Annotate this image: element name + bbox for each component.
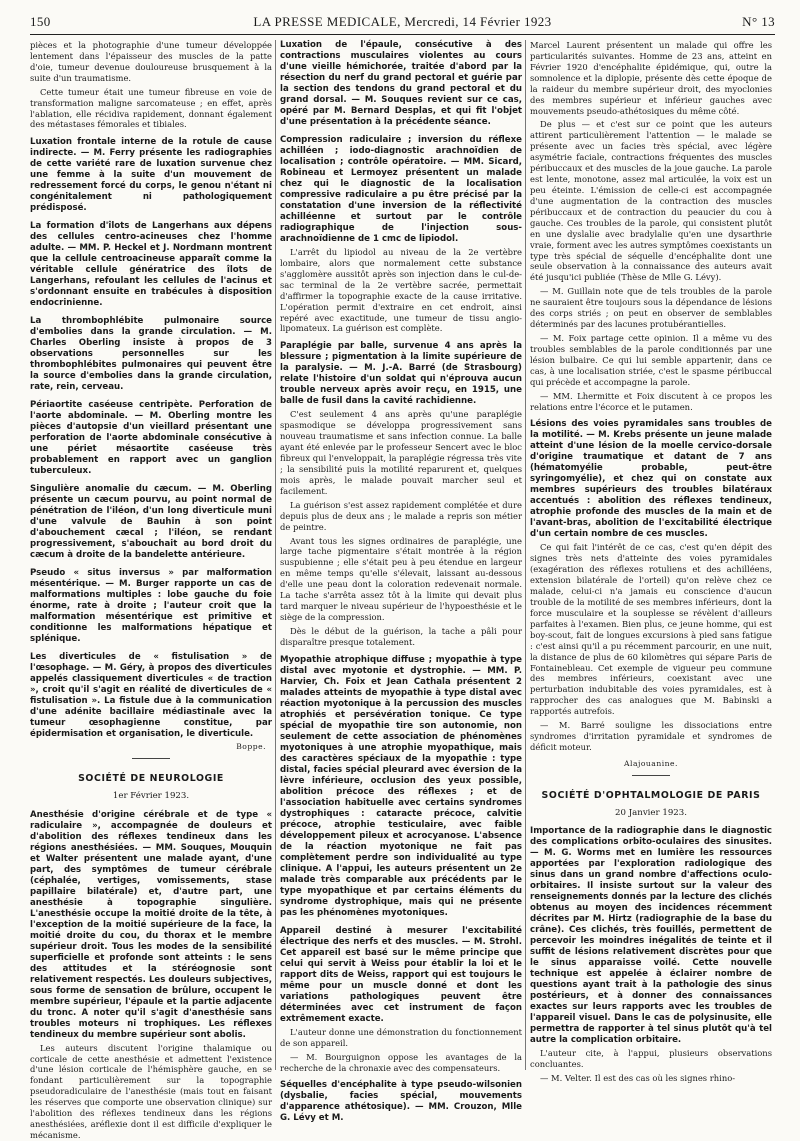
paragraph: L'auteur cite, à l'appui, plusieurs observations concluantes. (530, 1048, 772, 1070)
paragraph: Avant tous les signes ordinaires de paraplégie, une large tache pigmentaire s'était montrée à la région suspubienne ; elle s'était peu à peu étendue en largeur en même temps qu'elle s'élevait, laissant au-dessous d'elle une peau dont la coloration redevenait normale. La tache s'arrêta assez tôt à la limite qui devait plus tard marquer le niveau supérieur de l'hypoesthésie et le siège de la compression. (280, 535, 522, 622)
report-luxation-rotule: Luxation frontale interne de la rotule de cause indirecte. — M. Ferry présente les radiographies de cette variété rare de luxation survenue chez une femme à la suite d'un mouvement de redressement forcé du corps, le genou n'étant ni congénitalement ni pathologiquement prédisposé. (30, 137, 272, 214)
paragraph: De plus — et c'est sur ce point que les auteurs attirent particulièrement l'attention — le malade se présente avec un facies très spécial, avec légère asymétrie faciale, contractions fréquentes des muscles péribuccaux et des muscles de la joue gauche. La parole est lente, monotone, assez mal articulée, la voix est un peu éteinte. L'émission de celle-ci est accompagnée d'une augmentation de la contraction des muscles péribuccaux et de contraction du peaucier du cou à gauche. Ces troubles de la parole, qui consistent plutôt en une dyslalie avec bradylalie qu'en une dysarthrie vraie, forment avec les autres symptômes coexistants un type très spécial de séquelle d'encéphalite dont une seule observation à la connaissance des auteurs avait été jusqu'ici publiée (Thèse de Mlle G. Lévy). (530, 119, 772, 283)
paragraph: La guérison s'est assez rapidement complétée et dure depuis plus de deux ans ; le malade a repris son métier de peintre. (280, 499, 522, 532)
signature: Alajouanine. (624, 758, 678, 768)
report-myopathie: Myopathie atrophique diffuse ; myopathie à type distal avec myotonie et dystrophie. — MM. P. Harvier, Ch. Foix et Jean Cathala présentent 2 malades atteints de myopathie à type distal avec réaction myotonique à la percussion des muscles atrophiés et persévération tonique. Ce type spécial de myopathie tire son autonomie, non seulement de cette association de phénomènes myotoniques à une atrophie myopathique, mais des caractères spéciaux de la myopathie : type distal, facies spécial pleurard avec éversion de la lèvre inférieure, occlusion des yeux possible, abolition précoce des réflexes ; et de l'association habituelle avec certains syndromes dystrophiques : cataracte précoce, calvitie précoce, atrophie testiculaire, avec faible développement pileux et acrocyanose. L'absence de la réaction myotonique ne fait pas complètement perdre son individualité au type clinique. A l'appui, les auteurs présentent un 2e malade très comparable aux précédents par le type myopathique et par certains éléments du syndrome dystrophique, mais qui ne présente pas les phénomènes myotoniques. (280, 654, 522, 918)
signature: Boppe. (236, 742, 266, 752)
report-ilots-langerhans: La formation d'îlots de Langerhans aux dépens des cellules centro-acineuses chez l'homme adulte. — MM. P. Heckel et J. Nordmann montrent que la cellule centroacineuse apparaît comme la véritable cellule génératrice des îlots de Langerhans, refoulant les cellules de l'acinus et s'ordonnant ensuite en trabécules à disposition endocrinienne. (30, 221, 272, 309)
session-date: 1er Février 1923. (112, 791, 190, 802)
page-number: 150 (30, 14, 51, 29)
divider (632, 775, 670, 776)
divider (132, 758, 170, 759)
report-radiographie-sinus: Importance de la radiographie dans le diagnostic des complications orbito-oculaires des sinusites. — M. G. Worms met en lumière les ressources apportées par l'exploration radiologique des sinus dans un grand nombre d'affections oculo-orbitaires. Il insiste surtout sur la valeur des renseignements donnés par la lecture des clichés obtenus au moyen des incidences récemment décrites par M. Hirtz (radiographie de la base du crâne). Ces clichés, très fouillés, permettent de percevoir les moindres inégalités de teinte et il suffit de lésions relativement discrètes pour que le sinus apparaisse voilé. Cette nouvelle technique est appelée à éclairer nombre de questions ayant trait à la pathologie des sinus postérieurs, et à donner des connaissances exactes sur leurs rapports avec les troubles de l'appareil visuel. Dans le cas de polysinusite, elle permettra de rapporter à tel sinus plutôt qu'à tel autre la complication orbitaire. (530, 826, 772, 1046)
report-compression-radiculaire: Compression radiculaire ; inversion du réflexe achilléen ; iodo-diagnostic arachnoïdien de localisation ; contrôle opératoire. — MM. Sicard, Robineau et Lermoyez présentent un malade chez qui le diagnostic de la localisation compressive radiculaire a pu être précisé par la constatation d'une inversion de la réflectivité achilléenne et surtout par le contrôle radiographique de l'injection sous-arachnoïdienne de 1 cmc de lipiodol. (280, 135, 522, 244)
paragraph: — M. Velter. Il est des cas où les signes rhino- (540, 1073, 736, 1084)
section-title: SOCIÉTÉ D'OPHTALMOLOGIE DE PARIS (541, 789, 761, 801)
report-sequelles-encephalite: Séquelles d'encéphalite à type pseudo-wilsonien (dysbalie, facies spécial, mouvements d'apparence athétosique). — MM. Crouzon, Mlle G. Lévy et M. (280, 1080, 522, 1124)
paragraph: — M. Foix partage cette opinion. Il a même vu des troubles semblables de la parole conditionnés par une lésion bulbaire. Ce qui lui semble appartenir, dans ce cas, à une localisation striée, c'est le spasme péribuccal qui précède et accompagne la parole. (530, 332, 772, 387)
report-thrombophlebite: La thrombophlébite pulmonaire source d'embolies dans la grande circulation. — M. Charles Oberling insiste à propos de 3 observations personnelles sur les thrombophlébites pulmonaires qui peuvent être la source d'embolies dans la grande circulation, rate, rein, cerveau. (30, 316, 272, 393)
column-2 (280, 40, 522, 1124)
session-date: 20 Janvier 1923. (615, 808, 687, 819)
report-anesthesie: Anesthésie d'origine cérébrale et de type « radiculaire », accompagnée de douleurs et d'abolition des réflexes tendineux dans les régions anesthésiées. — MM. Souques, Mouquin et Walter présentent une malade ayant, d'une part, des symptômes de tumeur cérébrale (céphalée, vertiges, vomissements, stase papillaire bilatérale) et, d'autre part, une anesthésie à topographie singulière. L'anesthésie occupe la moitié droite de la tête, à l'exception de la moitié supérieure de la face, la moitié droite du cou, du thorax et le membre supérieur droit. Tous les modes de la sensibilité superficielle et profonde sont atteints : le sens des attitudes et la stéréognosie sont relativement respectés. Les douleurs subjectives, sous forme de sensation de brûlure, occupent le membre supérieur, l'épaule et la partie adjacente du tronc. A noter qu'il s'agit d'anesthésie sans troubles moteurs ni trophiques. Les réflexes tendineux du membre supérieur sont abolis. (30, 809, 272, 1040)
column-separator (275, 40, 276, 1070)
paragraph: L'auteur donne une démonstration du fonctionnement de son appareil. (280, 1026, 522, 1048)
report-paraplegie: Paraplégie par balle, survenue 4 ans après la blessure ; pigmentation à la limite supérieure de la paralysie. — M. J.-A. Barré (de Strasbourg) relate l'histoire d'un soldat qui n'éprouva aucun trouble nerveux après avoir reçu, en 1915, une balle de fusil dans la cavité rachidienne. (280, 341, 522, 407)
report-diverticules: Les diverticules de « fistulisation » de l'œsophage. — M. Géry, à propos des diverticules appelés classiquement diverticules « de traction », croit qu'il s'agit en réalité de diverticules de « fistulisation ». La fistule due à la communication d'une adénite bacillaire médiastinale avec la tumeur œsophagienne constitue, par épidermisation et organisation, le diverticule. (30, 652, 272, 740)
report-appareil: Appareil destiné à mesurer l'excitabilité électrique des nerfs et des muscles. — M. Strohl. Cet appareil est basé sur le même principe que celui qui servit à Weiss pour établir la loi et le rapport dits de Weiss, rapport qui est toujours le même pour un muscle donné et dont les variations pathologiques peuvent être déterminées avec cet instrument de façon extrêmement exacte. (280, 925, 522, 1024)
paragraph: C'est seulement 4 ans après qu'une paraplégie spasmodique se développa progressivement sans nouveau traumatisme et sans infection connue. La balle ayant été enlevée par le professeur Sencert avec le bloc fibreux qui l'enveloppait, la paraplégie régressa très vite ; la sensibilité puis la motilité reparurent et, quelques mois après, le malade pouvait marcher seul et facilement. (280, 409, 522, 496)
section-title: SOCIÉTÉ DE NEUROLOGIE (78, 773, 224, 785)
report-luxation-epaule: Luxation de l'épaule, consécutive à des contractions musculaires violentes au cours d'une vieille hémichorée, traitée d'abord par la résection du nerf du grand pectoral et guérie par la section des tendons du grand pectoral et du grand dorsal. — M. Souques revient sur ce cas, opéré par M. Bernard Desplas, et qui fit l'objet d'une présentation à la précédente séance. (280, 40, 522, 127)
page-header (30, 14, 775, 32)
report-lesions-pyramidales: Lésions des voies pyramidales sans troubles de la motilité. — M. Krebs présente un jeune malade atteint d'une lésion de la moelle cervico-dorsale d'origine traumatique et datant de 7 ans (hématomyélie probable, peut-être syringomyélie), et chez qui on constate aux membres supérieurs des troubles bilatéraux accentués : abolition des réflexes tendineux, atrophie profonde des muscles de la main et de l'avant-bras, abolition de l'excitabilité électrique d'un certain nombre de ces muscles. (530, 419, 772, 540)
header-rule (30, 34, 775, 35)
report-situs-inversus: Pseudo « situs inversus » par malformation mésentérique. — M. Burger rapporte un cas de malformations multiples : lobe gauche du foie énorme, rate à droite ; l'auteur croit que la malformation mésentérique est primitive et conditionne les malformations hépatique et splénique. (30, 568, 272, 645)
paragraph: — M. Guillain note que de tels troubles de la parole ne sauraient être toujours sous la dépendance de lésions des corps striés ; on peut en observer de semblables déterminés par des lacunes protubérantielles. (530, 286, 772, 330)
paragraph: Dès le début de la guérison, la tache a pâli pour disparaître presque totalement. (280, 625, 522, 647)
report-anomalie-caecum: Singulière anomalie du cæcum. — M. Oberling présente un cæcum pourvu, au point normal de pénétration de l'iléon, d'un long diverticule muni d'une valvule de Bauhin à son point d'abouchement cæcal ; l'iléon, se rendant progressivement, s'abouchait au bord droit du cæcum à droite de la bandelette antérieure. (30, 484, 272, 561)
paragraph: Cette tumeur était une tumeur fibreuse en voie de transformation maligne sarcomateuse ; en effet, après l'ablation, elle récidiva rapidement, donnant également des métastases fémorales et tibiales. (30, 86, 272, 130)
paragraph: — M. Bourguignon oppose les avantages de la recherche de la chronaxie avec des compensateurs. (280, 1051, 522, 1073)
paragraph: — MM. Lhermitte et Foix discutent à ce propos les relations entre l'écorce et le putamen. (530, 390, 772, 412)
paragraph: — M. Barré souligne les dissociations entre syndromes d'irritation pyramidale et syndromes de déficit moteur. (530, 720, 772, 753)
column-3 (530, 40, 772, 1084)
column-separator (525, 40, 526, 1070)
issue-number: N° 13 (742, 14, 775, 29)
journal-title: LA PRESSE MEDICALE, Mercredi, 14 Février 1923 (253, 14, 552, 29)
paragraph: Marcel Laurent présentent un malade qui offre les particularités suivantes. Homme de 23 ans, atteint en Février 1920 d'encéphalite épidémique, qui, outre la somnolence et la diplopie, présente dès cette époque de la raideur du membre supérieur droit, des myoclonies des membres supérieur et inférieur gauches avec mouvements pseudo-athétosiques du même côté. (530, 40, 772, 116)
paragraph: L'arrêt du lipiodol au niveau de la 2e vertèbre lombaire, alors que normalement cette substance s'agglomère aussitôt après son injection dans le cul-de-sac terminal de la 2e vertèbre sacrée, permettait d'affirmer la topographie exacte de la cause irritative. L'opération permit d'extraire en cet endroit, ainsi repéré avec exactitude, une tumeur de tissu angio-lipomateux. La guérison est complète. (280, 247, 522, 334)
paragraph: Ce qui fait l'intérêt de ce cas, c'est qu'en dépit des signes très nets d'atteinte des voies pyramidales (exagération des réflexes rotuliens et des achilléens, extension bilatérale de l'orteil) qu'on relève chez ce malade, celui-ci n'a jamais eu conscience d'aucun trouble de la motilité de ses membres inférieurs, dont la force musculaire et la souplesse se révèlent d'ailleurs parfaites à l'examen. Bien plus, ce jeune homme, qui est boy-scout, fait de longues excursions à pied sans fatigue : c'est ainsi qu'il a pu récemment parcourir, en une nuit, la distance de plus de 60 kilomètres qui sépare Paris de Fontainebleau. Cet exemple de vigueur peu commune des membres inférieurs, coexistant avec une perturbation indubitable des voies pyramidales, est à rapprocher des cas analogues que M. Babinski a rapportés autrefois. (530, 542, 772, 717)
paragraph: Les auteurs discutent l'origine thalamique ou corticale de cette anesthésie et admettent l'existence d'une lésion corticale de l'hémisphère gauche, en se fondant particulièrement sur la topographie pseudoradiculaire de l'anesthésie (mais tout en faisant les réserves que comporte une observation clinique) sur l'abolition des réflexes tendineux dans les régions anesthésiées, aréflexie dont il est difficile d'expliquer le mécanisme. (30, 1042, 272, 1140)
paragraph: pièces et la photographie d'une tumeur développée lentement dans l'épaisseur des muscles de la patte d'oie, tumeur devenue douloureuse brusquement à la suite d'un traumatisme. (30, 40, 272, 83)
report-periaortite: Périaortite caséeuse centripète. Perforation de l'aorte abdominale. — M. Oberling montre les pièces d'autopsie d'un vieillard présentant une perforation de l'aorte abdominale consécutive à une périet mésaortite caséeuse très probablement en rapport avec un ganglion tuberculeux. (30, 400, 272, 477)
column-1 (30, 40, 272, 1140)
